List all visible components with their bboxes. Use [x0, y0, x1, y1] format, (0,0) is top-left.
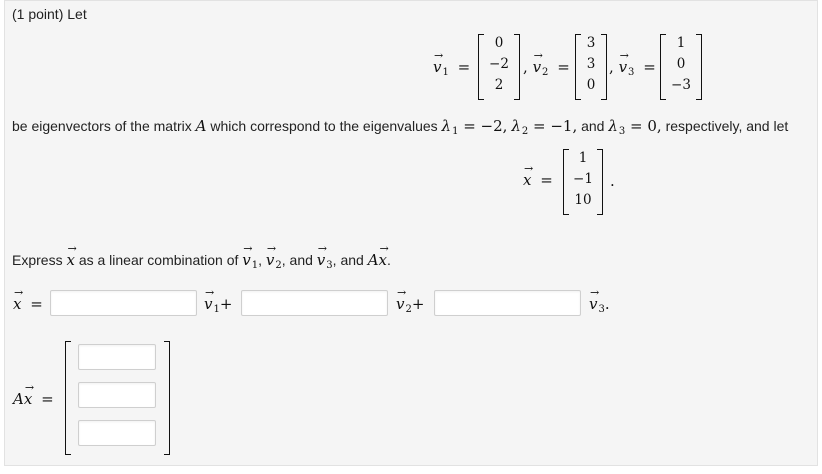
- x-right-bracket: [597, 149, 603, 215]
- x-label: → x =: [523, 162, 553, 189]
- Ax-entry-3-input[interactable]: [78, 420, 156, 446]
- v2-right-bracket: [601, 34, 607, 100]
- x-period: .: [610, 172, 615, 190]
- v3-column: [666, 33, 696, 96]
- problem-header: (1 point) Let: [12, 6, 87, 22]
- coefficient-1-input[interactable]: [50, 290, 197, 316]
- x-column: [569, 148, 597, 211]
- Ax-left-bracket: [65, 341, 71, 455]
- Ax-entry-1-input[interactable]: [78, 344, 156, 370]
- v1-entry-1: 0: [494, 35, 504, 51]
- v3-entry-3: −3: [671, 77, 691, 93]
- v2-entry-2: 3: [586, 56, 596, 72]
- express-sentence: Express → x as a linear combination of → $v_1$, → $v_2$, and → $v_3$, and A → x.: [12, 242, 391, 271]
- coefficient-3-input[interactable]: [434, 290, 581, 316]
- v2-label: , → $v_2$ =: [523, 49, 570, 78]
- v3-label: , → $v_3$ =: [609, 49, 656, 78]
- v1-column: [484, 33, 514, 96]
- v2-entry-3: 0: [586, 77, 596, 93]
- v2-entry-1: 3: [586, 35, 596, 51]
- v1-plus-label: → $v_1+$: [204, 286, 233, 315]
- v2-plus-label: → $v_2+$: [396, 286, 425, 315]
- v1-right-bracket: [514, 34, 520, 100]
- eigen-sentence: be eigenvectors of the matrix A which correspond to the eigenvalues $\lambda_1 = -2$, $\lambda_2 = -1$, and $\lambda_3 = 0$, respectively, and let: [12, 117, 789, 137]
- Ax-right-bracket: [164, 341, 170, 455]
- Ax-entry-2-input[interactable]: [78, 382, 156, 408]
- v3-entry-2: 0: [676, 56, 686, 72]
- v1-entry-3: 2: [494, 77, 504, 93]
- x-entry-2: −1: [573, 171, 593, 187]
- v3-entry-1: 1: [676, 35, 686, 51]
- x-answer-label: → x =: [13, 286, 43, 313]
- coefficient-2-input[interactable]: [241, 290, 388, 316]
- Ax-label: A → x =: [13, 381, 54, 408]
- x-entry-3: 10: [574, 192, 592, 208]
- x-entry-1: 1: [578, 150, 588, 166]
- v1-entry-2: −2: [489, 56, 509, 72]
- v1-label: → $v_1$ =: [433, 49, 471, 78]
- v3-right-bracket: [696, 34, 702, 100]
- v3-period-label: → $v_3$.: [589, 286, 610, 315]
- v2-column: [581, 33, 601, 96]
